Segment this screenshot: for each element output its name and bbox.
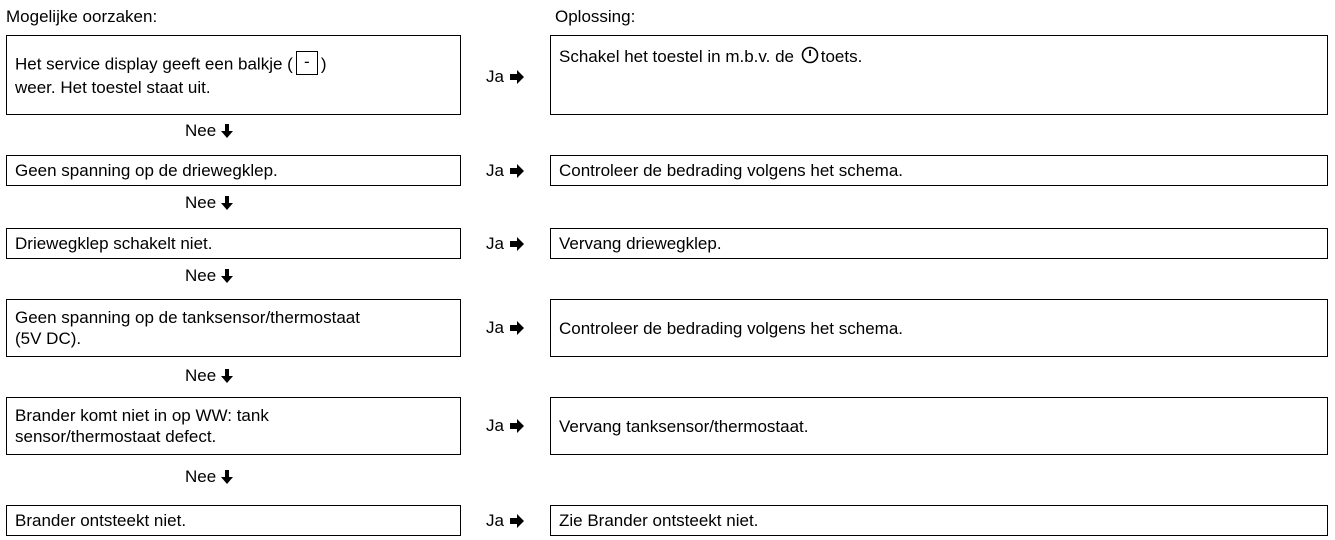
cause-5-line2: sensor/thermostaat defect. (15, 427, 217, 446)
solution-box-2 (550, 155, 1328, 186)
yes-arrow-4: Ja (486, 317, 546, 338)
no-arrow-4: Nee (185, 365, 233, 386)
cause-3-text: Driewegklep schakelt niet. (15, 234, 213, 253)
cause-box-1 (6, 35, 461, 115)
down-arrow-icon (221, 268, 233, 283)
down-arrow-icon (221, 469, 233, 484)
power-icon (801, 46, 819, 64)
cause-1-line1: Het service display geeft een balkje ( - ) (15, 51, 327, 73)
cause-box-6 (6, 505, 461, 536)
cause-4-line1: Geen spanning op de tanksensor/thermostaat (15, 308, 360, 327)
no-arrow-2: Nee (185, 192, 233, 213)
right-arrow-icon (509, 164, 525, 178)
causes-header: Mogelijke oorzaken: (6, 7, 158, 26)
yes-arrow-6: Ja (486, 510, 546, 531)
solution-box-1 (550, 35, 1328, 115)
cause-6-text: Brander ontsteekt niet. (15, 511, 187, 530)
solution-5-text: Vervang tanksensor/thermostaat. (559, 416, 809, 436)
no-arrow-5: Nee (185, 466, 233, 487)
solution-box-5 (550, 397, 1328, 455)
solution-box-3 (550, 228, 1328, 259)
cause-5-line1: Brander komt niet in op WW: tank (15, 406, 269, 425)
display-bar-symbol: - (296, 51, 318, 75)
cause-box-4 (6, 299, 461, 357)
solution-box-4 (550, 299, 1328, 357)
down-arrow-icon (221, 123, 233, 138)
cause-box-5 (6, 397, 461, 455)
no-arrow-1: Nee (185, 120, 233, 141)
down-arrow-icon (221, 368, 233, 383)
right-arrow-icon (509, 237, 525, 251)
right-arrow-icon (509, 419, 525, 433)
down-arrow-icon (221, 195, 233, 210)
solution-6-text: Zie Brander ontsteekt niet. (559, 511, 759, 530)
right-arrow-icon (509, 514, 525, 528)
cause-box-3 (6, 228, 461, 259)
cause-4-line2: (5V DC). (15, 329, 82, 348)
solution-1-text: Schakel het toestel in m.b.v. de toets. (559, 47, 863, 66)
cause-box-2 (6, 155, 461, 186)
cause-1-line2: weer. Het toestel staat uit. (15, 77, 211, 97)
solution-3-text: Vervang driewegklep. (559, 234, 722, 253)
no-arrow-3: Nee (185, 265, 233, 286)
solution-box-6 (550, 505, 1328, 536)
right-arrow-icon (509, 70, 525, 84)
yes-arrow-3: Ja (486, 233, 546, 254)
solution-header: Oplossing: (555, 7, 636, 26)
yes-arrow-5: Ja (486, 415, 546, 436)
right-arrow-icon (509, 321, 525, 335)
solution-2-text: Controleer de bedrading volgens het schema. (559, 161, 903, 180)
cause-2-text: Geen spanning op de driewegklep. (15, 161, 278, 180)
solution-4-text: Controleer de bedrading volgens het schema. (559, 318, 903, 338)
yes-arrow-1 (486, 66, 546, 87)
yes-label: Ja (486, 67, 504, 86)
yes-arrow-2: Ja (486, 160, 546, 181)
